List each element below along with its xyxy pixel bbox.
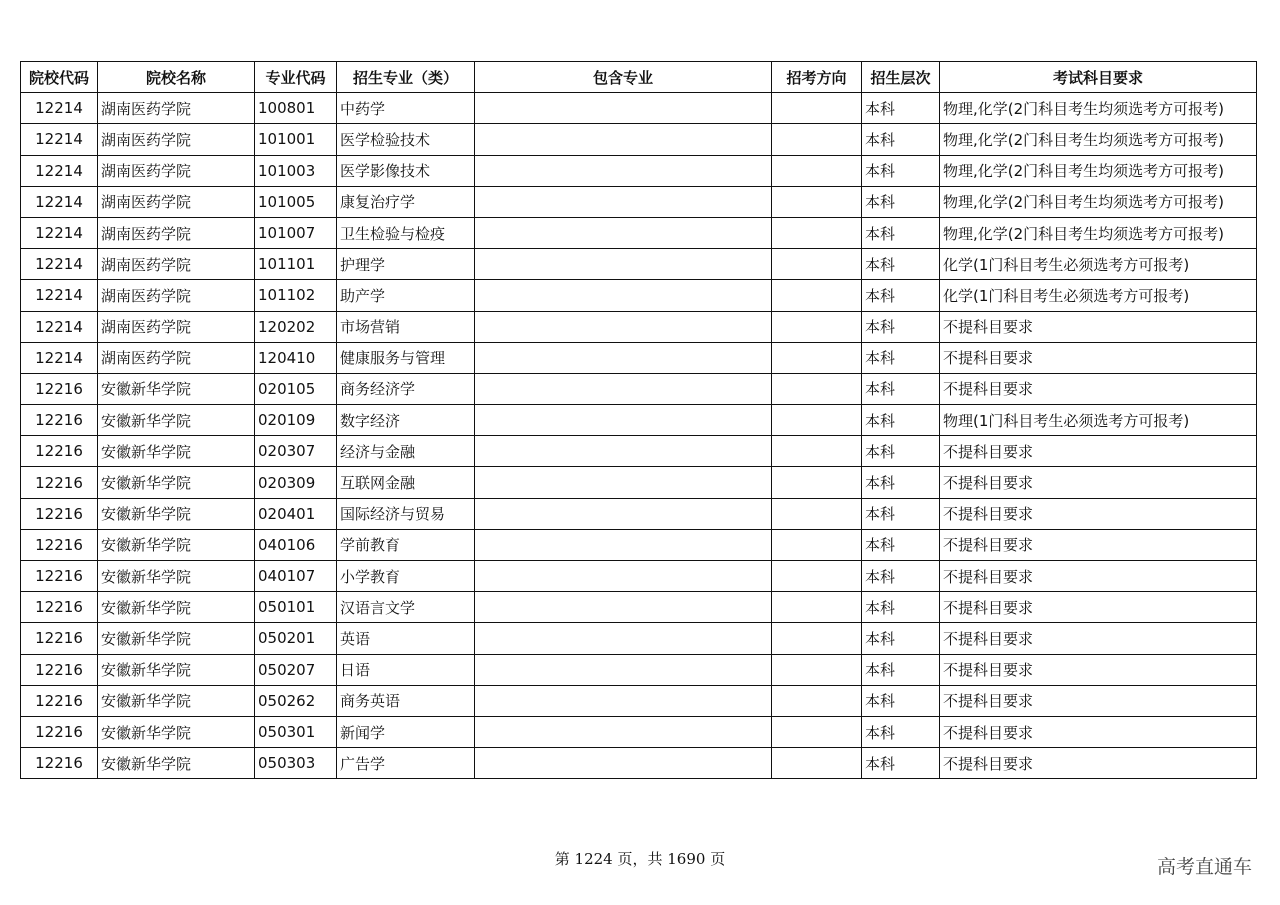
cell-included-majors xyxy=(475,498,772,529)
cell-direction xyxy=(772,716,862,747)
cell-included-majors xyxy=(475,436,772,467)
cell-school-name: 湖南医药学院 xyxy=(98,311,255,342)
table-row xyxy=(21,498,1257,529)
header-subject-requirements: 考试科目要求 xyxy=(940,62,1257,93)
cell-direction xyxy=(772,186,862,217)
cell-included-majors xyxy=(475,280,772,311)
cell-school-code: 12216 xyxy=(21,561,98,592)
cell-major: 健康服务与管理 xyxy=(337,342,475,373)
cell-major-code: 020109 xyxy=(255,405,337,436)
cell-school-code: 12214 xyxy=(21,217,98,248)
cell-school-name: 湖南医药学院 xyxy=(98,124,255,155)
cell-subject-requirements: 不提科目要求 xyxy=(940,654,1257,685)
table-row xyxy=(21,467,1257,498)
header-school-code: 院校代码 xyxy=(21,62,98,93)
cell-level: 本科 xyxy=(862,529,940,560)
cell-level: 本科 xyxy=(862,249,940,280)
cell-level: 本科 xyxy=(862,592,940,623)
cell-major-code: 040107 xyxy=(255,561,337,592)
cell-direction xyxy=(772,405,862,436)
cell-subject-requirements: 不提科目要求 xyxy=(940,623,1257,654)
table-row xyxy=(21,685,1257,716)
cell-major-code: 101005 xyxy=(255,186,337,217)
cell-direction xyxy=(772,623,862,654)
cell-school-name: 安徽新华学院 xyxy=(98,623,255,654)
cell-included-majors xyxy=(475,685,772,716)
table-row xyxy=(21,654,1257,685)
table-row xyxy=(21,529,1257,560)
cell-direction xyxy=(772,561,862,592)
cell-school-code: 12216 xyxy=(21,498,98,529)
cell-included-majors xyxy=(475,529,772,560)
cell-included-majors xyxy=(475,748,772,779)
cell-major: 数字经济 xyxy=(337,405,475,436)
cell-school-code: 12216 xyxy=(21,373,98,404)
cell-subject-requirements: 物理,化学(2门科目考生均须选考方可报考) xyxy=(940,155,1257,186)
cell-level: 本科 xyxy=(862,748,940,779)
cell-major: 卫生检验与检疫 xyxy=(337,217,475,248)
cell-level: 本科 xyxy=(862,93,940,124)
cell-school-name: 安徽新华学院 xyxy=(98,467,255,498)
cell-included-majors xyxy=(475,93,772,124)
cell-major: 护理学 xyxy=(337,249,475,280)
cell-school-name: 安徽新华学院 xyxy=(98,592,255,623)
page-number: 第 1224 页，共 1690 页 xyxy=(554,850,726,868)
cell-major: 汉语言文学 xyxy=(337,592,475,623)
cell-level: 本科 xyxy=(862,342,940,373)
table-row xyxy=(21,93,1257,124)
cell-included-majors xyxy=(475,716,772,747)
table-row xyxy=(21,186,1257,217)
cell-included-majors xyxy=(475,217,772,248)
watermark: 高考直通车 xyxy=(1156,856,1252,878)
cell-school-name: 安徽新华学院 xyxy=(98,373,255,404)
cell-major-code: 050201 xyxy=(255,623,337,654)
cell-school-code: 12214 xyxy=(21,249,98,280)
cell-major-code: 040106 xyxy=(255,529,337,560)
cell-school-name: 安徽新华学院 xyxy=(98,716,255,747)
cell-major: 学前教育 xyxy=(337,529,475,560)
cell-subject-requirements: 不提科目要求 xyxy=(940,373,1257,404)
cell-major-code: 120202 xyxy=(255,311,337,342)
cell-major-code: 100801 xyxy=(255,93,337,124)
cell-school-code: 12214 xyxy=(21,311,98,342)
cell-school-code: 12216 xyxy=(21,685,98,716)
cell-level: 本科 xyxy=(862,280,940,311)
cell-direction xyxy=(772,436,862,467)
cell-subject-requirements: 物理(1门科目考生必须选考方可报考) xyxy=(940,405,1257,436)
cell-major: 新闻学 xyxy=(337,716,475,747)
cell-major: 日语 xyxy=(337,654,475,685)
cell-school-name: 安徽新华学院 xyxy=(98,654,255,685)
cell-school-name: 湖南医药学院 xyxy=(98,155,255,186)
cell-direction xyxy=(772,529,862,560)
cell-subject-requirements: 不提科目要求 xyxy=(940,592,1257,623)
cell-major-code: 020307 xyxy=(255,436,337,467)
cell-level: 本科 xyxy=(862,186,940,217)
cell-direction xyxy=(772,748,862,779)
cell-school-code: 12214 xyxy=(21,124,98,155)
cell-school-name: 安徽新华学院 xyxy=(98,498,255,529)
cell-subject-requirements: 物理,化学(2门科目考生均须选考方可报考) xyxy=(940,186,1257,217)
header-direction: 招考方向 xyxy=(772,62,862,93)
cell-school-code: 12216 xyxy=(21,529,98,560)
cell-direction xyxy=(772,217,862,248)
cell-major-code: 120410 xyxy=(255,342,337,373)
cell-subject-requirements: 化学(1门科目考生必须选考方可报考) xyxy=(940,249,1257,280)
cell-subject-requirements: 不提科目要求 xyxy=(940,498,1257,529)
cell-subject-requirements: 不提科目要求 xyxy=(940,561,1257,592)
cell-subject-requirements: 物理,化学(2门科目考生均须选考方可报考) xyxy=(940,124,1257,155)
cell-direction xyxy=(772,592,862,623)
table-row xyxy=(21,623,1257,654)
cell-major: 助产学 xyxy=(337,280,475,311)
cell-major-code: 020401 xyxy=(255,498,337,529)
cell-school-name: 湖南医药学院 xyxy=(98,217,255,248)
cell-level: 本科 xyxy=(862,311,940,342)
cell-major-code: 101001 xyxy=(255,124,337,155)
cell-subject-requirements: 不提科目要求 xyxy=(940,748,1257,779)
cell-direction xyxy=(772,342,862,373)
cell-major-code: 020309 xyxy=(255,467,337,498)
cell-major-code: 050262 xyxy=(255,685,337,716)
cell-school-name: 安徽新华学院 xyxy=(98,748,255,779)
cell-included-majors xyxy=(475,654,772,685)
header-major-code: 专业代码 xyxy=(255,62,337,93)
header-included-majors: 包含专业 xyxy=(475,62,772,93)
cell-included-majors xyxy=(475,405,772,436)
cell-major: 医学影像技术 xyxy=(337,155,475,186)
cell-level: 本科 xyxy=(862,623,940,654)
cell-major: 广告学 xyxy=(337,748,475,779)
header-level: 招生层次 xyxy=(862,62,940,93)
cell-school-name: 安徽新华学院 xyxy=(98,685,255,716)
cell-major: 中药学 xyxy=(337,93,475,124)
cell-major-code: 050101 xyxy=(255,592,337,623)
cell-included-majors xyxy=(475,124,772,155)
table-row xyxy=(21,373,1257,404)
cell-school-name: 安徽新华学院 xyxy=(98,561,255,592)
cell-school-name: 安徽新华学院 xyxy=(98,436,255,467)
cell-school-code: 12214 xyxy=(21,155,98,186)
cell-included-majors xyxy=(475,249,772,280)
cell-school-code: 12216 xyxy=(21,405,98,436)
table-body xyxy=(21,93,1257,779)
cell-school-code: 12216 xyxy=(21,716,98,747)
cell-included-majors xyxy=(475,311,772,342)
cell-direction xyxy=(772,685,862,716)
table-row xyxy=(21,280,1257,311)
cell-level: 本科 xyxy=(862,561,940,592)
table-row xyxy=(21,249,1257,280)
table-row xyxy=(21,311,1257,342)
cell-level: 本科 xyxy=(862,124,940,155)
cell-direction xyxy=(772,498,862,529)
cell-level: 本科 xyxy=(862,217,940,248)
cell-included-majors xyxy=(475,186,772,217)
cell-level: 本科 xyxy=(862,498,940,529)
cell-school-code: 12216 xyxy=(21,436,98,467)
cell-subject-requirements: 不提科目要求 xyxy=(940,716,1257,747)
cell-subject-requirements: 不提科目要求 xyxy=(940,685,1257,716)
cell-direction xyxy=(772,249,862,280)
cell-level: 本科 xyxy=(862,436,940,467)
cell-direction xyxy=(772,124,862,155)
cell-major-code: 101102 xyxy=(255,280,337,311)
header-major: 招生专业（类） xyxy=(337,62,475,93)
table-row xyxy=(21,124,1257,155)
cell-subject-requirements: 化学(1门科目考生必须选考方可报考) xyxy=(940,280,1257,311)
cell-level: 本科 xyxy=(862,155,940,186)
cell-direction xyxy=(772,93,862,124)
cell-school-name: 湖南医药学院 xyxy=(98,186,255,217)
cell-level: 本科 xyxy=(862,373,940,404)
cell-school-code: 12216 xyxy=(21,623,98,654)
cell-major-code: 101007 xyxy=(255,217,337,248)
cell-major: 经济与金融 xyxy=(337,436,475,467)
cell-school-code: 12216 xyxy=(21,467,98,498)
cell-subject-requirements: 不提科目要求 xyxy=(940,467,1257,498)
table-row xyxy=(21,748,1257,779)
cell-direction xyxy=(772,280,862,311)
cell-major: 商务英语 xyxy=(337,685,475,716)
cell-major-code: 020105 xyxy=(255,373,337,404)
cell-included-majors xyxy=(475,342,772,373)
cell-included-majors xyxy=(475,561,772,592)
cell-major-code: 050303 xyxy=(255,748,337,779)
cell-subject-requirements: 不提科目要求 xyxy=(940,342,1257,373)
cell-level: 本科 xyxy=(862,405,940,436)
cell-subject-requirements: 物理,化学(2门科目考生均须选考方可报考) xyxy=(940,217,1257,248)
cell-subject-requirements: 不提科目要求 xyxy=(940,529,1257,560)
cell-major: 英语 xyxy=(337,623,475,654)
cell-major: 医学检验技术 xyxy=(337,124,475,155)
cell-school-code: 12216 xyxy=(21,592,98,623)
cell-school-name: 湖南医药学院 xyxy=(98,280,255,311)
table-row xyxy=(21,342,1257,373)
cell-level: 本科 xyxy=(862,685,940,716)
table-row xyxy=(21,561,1257,592)
cell-major-code: 101003 xyxy=(255,155,337,186)
table-row xyxy=(21,217,1257,248)
cell-school-code: 12214 xyxy=(21,93,98,124)
cell-school-name: 安徽新华学院 xyxy=(98,405,255,436)
table-row xyxy=(21,592,1257,623)
cell-major: 小学教育 xyxy=(337,561,475,592)
cell-direction xyxy=(772,155,862,186)
table-row xyxy=(21,155,1257,186)
cell-level: 本科 xyxy=(862,716,940,747)
cell-major: 商务经济学 xyxy=(337,373,475,404)
cell-major: 互联网金融 xyxy=(337,467,475,498)
cell-direction xyxy=(772,467,862,498)
cell-major-code: 101101 xyxy=(255,249,337,280)
cell-level: 本科 xyxy=(862,467,940,498)
table-row xyxy=(21,436,1257,467)
cell-subject-requirements: 不提科目要求 xyxy=(940,436,1257,467)
cell-included-majors xyxy=(475,467,772,498)
cell-included-majors xyxy=(475,623,772,654)
cell-school-code: 12214 xyxy=(21,280,98,311)
cell-school-name: 湖南医药学院 xyxy=(98,93,255,124)
cell-major-code: 050301 xyxy=(255,716,337,747)
cell-included-majors xyxy=(475,592,772,623)
table-row xyxy=(21,716,1257,747)
cell-included-majors xyxy=(475,373,772,404)
cell-level: 本科 xyxy=(862,654,940,685)
cell-school-name: 安徽新华学院 xyxy=(98,529,255,560)
cell-direction xyxy=(772,311,862,342)
cell-major-code: 050207 xyxy=(255,654,337,685)
cell-subject-requirements: 物理,化学(2门科目考生均须选考方可报考) xyxy=(940,93,1257,124)
cell-direction xyxy=(772,373,862,404)
cell-school-name: 湖南医药学院 xyxy=(98,342,255,373)
cell-school-code: 12216 xyxy=(21,654,98,685)
cell-major: 市场营销 xyxy=(337,311,475,342)
cell-subject-requirements: 不提科目要求 xyxy=(940,311,1257,342)
admission-table xyxy=(20,61,1257,779)
cell-direction xyxy=(772,654,862,685)
cell-school-code: 12214 xyxy=(21,342,98,373)
table-header-row xyxy=(21,62,1257,93)
cell-school-code: 12214 xyxy=(21,186,98,217)
cell-school-code: 12216 xyxy=(21,748,98,779)
cell-school-name: 湖南医药学院 xyxy=(98,249,255,280)
cell-major: 康复治疗学 xyxy=(337,186,475,217)
table-row xyxy=(21,405,1257,436)
header-school-name: 院校名称 xyxy=(98,62,255,93)
cell-major: 国际经济与贸易 xyxy=(337,498,475,529)
cell-included-majors xyxy=(475,155,772,186)
